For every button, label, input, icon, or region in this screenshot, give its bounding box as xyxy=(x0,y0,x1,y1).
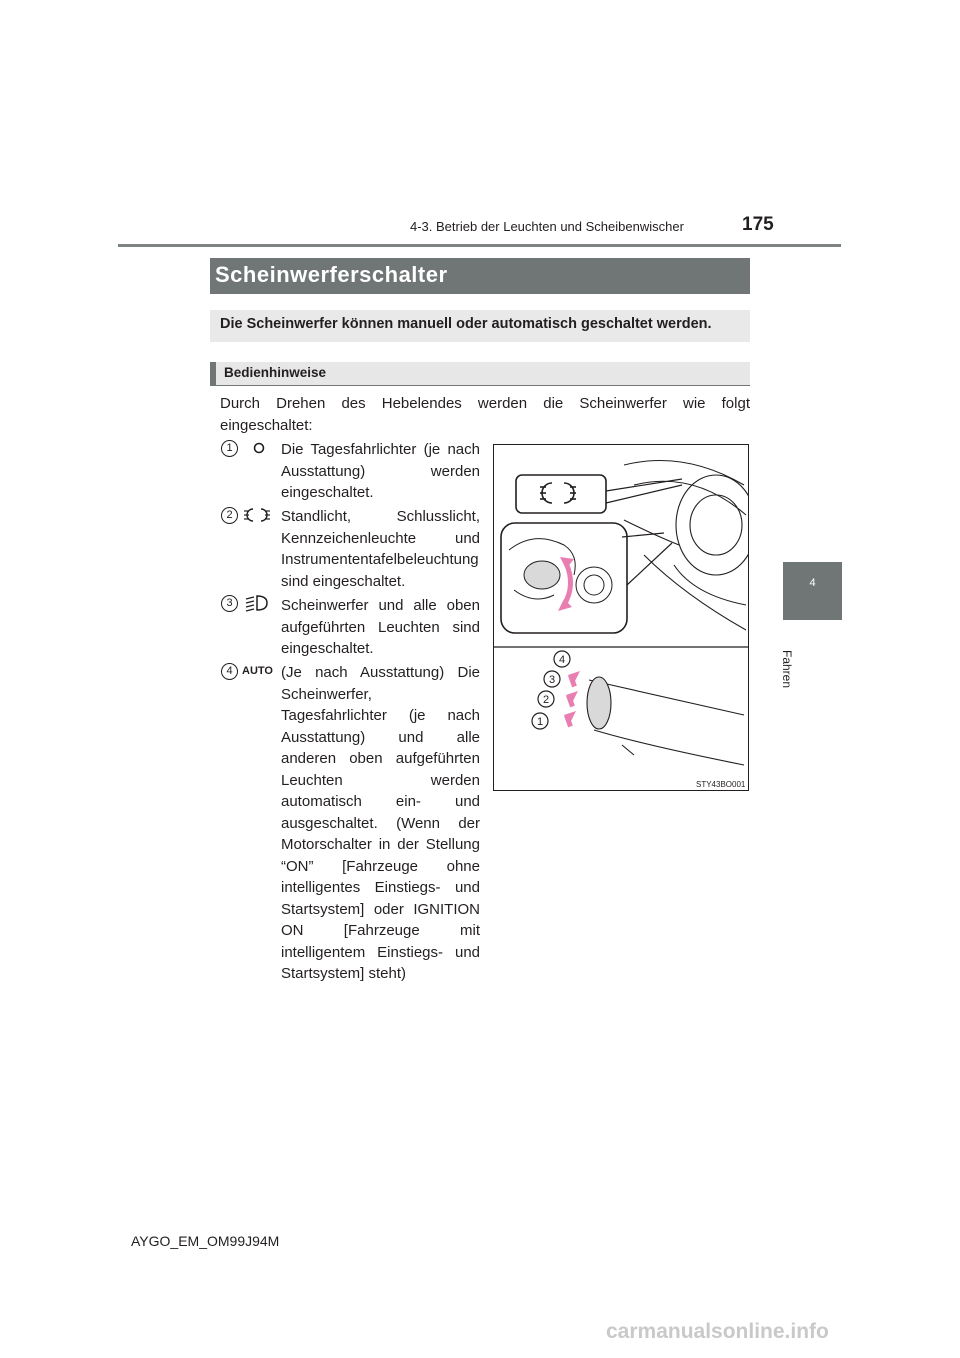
chapter-tab[interactable] xyxy=(783,562,842,620)
parking-light-icon xyxy=(243,506,271,524)
item-text: Scheinwerfer und alle oben aufgeführten Leuchten sind eingeschaltet. xyxy=(281,597,480,657)
item-text: Standlicht, Schlusslicht, Kennzeichenleuchte und Instrumententafelbeleuchtung sind eingeschaltet. xyxy=(281,508,480,590)
headlight-switch-illustration xyxy=(494,445,748,790)
drl-icon xyxy=(252,441,266,455)
figure-code: STY43BO001 xyxy=(696,780,746,789)
headlight-icon xyxy=(245,594,269,612)
item-number: 1 xyxy=(221,440,238,457)
illustration xyxy=(493,444,749,791)
body-text: Durch Drehen des Hebelendes werden die Scheinwerfer wie folgt eingeschaltet: xyxy=(220,395,750,434)
chapter-tab-number: 4 xyxy=(809,577,816,589)
intro-text: Die Scheinwerfer können manuell oder automatisch geschaltet werden. xyxy=(220,316,712,332)
auto-icon: AUTO xyxy=(242,665,273,677)
subheading: Bedienhinweise xyxy=(224,365,327,380)
figure-label: 2 xyxy=(542,694,550,706)
footer-code: AYGO_EM_OM99J94M xyxy=(131,1233,280,1249)
subheading-rule xyxy=(210,385,750,386)
figure-label: 1 xyxy=(536,716,544,728)
page-number: 175 xyxy=(742,214,774,235)
item-text: (Je nach Ausstattung) Die Scheinwerfer, Tagesfahrlichter (je nach Ausstattung) und alle anderen oben aufgeführten Leuchten werden automatisch ein- und ausgeschaltet. (Wenn der Motorschalter in der Stellung “ON” [Fahrzeuge ohne intelligentes Einstiegs- und Startsystem] oder IGNITION ON [Fahrzeuge mit intelligentem Einstiegs- und Startsystem] steht) xyxy=(281,664,480,982)
watermark[interactable]: carmanualsonline.info xyxy=(606,1320,829,1343)
chapter-tab-label: Fahren xyxy=(780,650,794,689)
item-number: 2 xyxy=(221,507,238,524)
figure-label: 4 xyxy=(558,654,566,666)
item-text: Die Tagesfahrlichter (je nach Ausstattung) werden eingeschaltet. xyxy=(281,441,480,501)
page-title: Scheinwerferschalter xyxy=(215,262,448,287)
item-number: 3 xyxy=(221,595,238,612)
figure-label: 3 xyxy=(548,674,556,686)
header-rule xyxy=(118,244,841,247)
header-section: 4-3. Betrieb der Leuchten und Scheibenwischer xyxy=(410,219,684,234)
item-number: 4 xyxy=(221,663,238,680)
